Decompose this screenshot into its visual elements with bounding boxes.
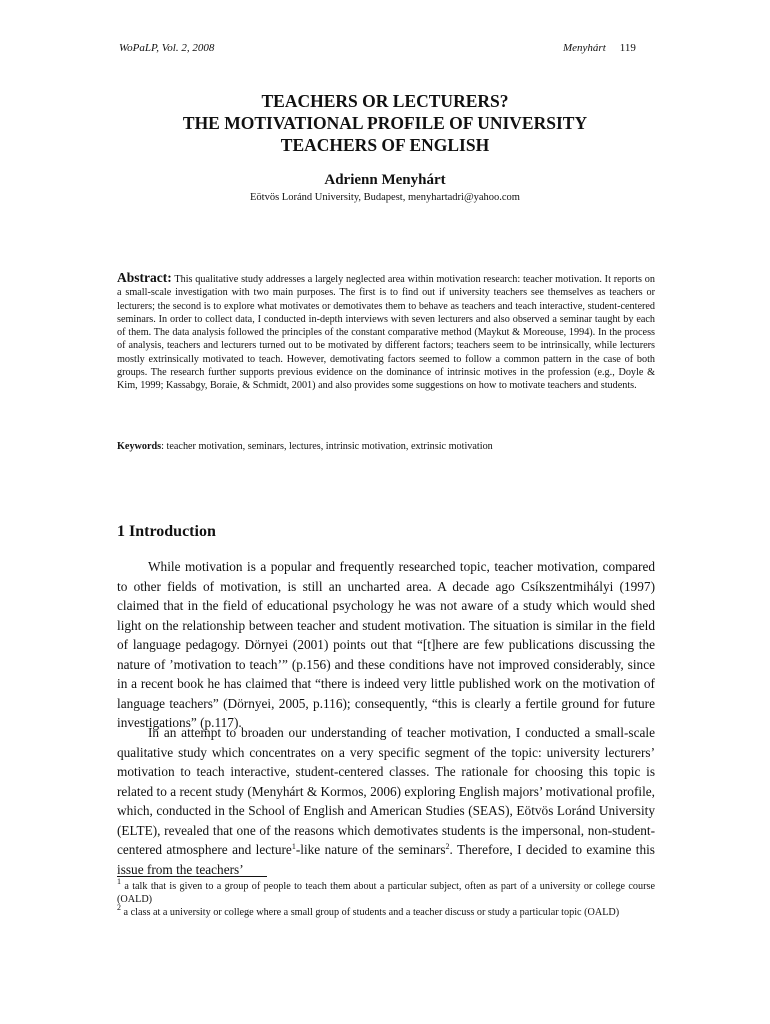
abstract-label: Abstract (117, 270, 168, 285)
footnote-ref[interactable]: 1 (291, 842, 296, 851)
footnote: $^1$ a talk that is given to a group of people to teach them about a particular subject, often as part of a university or college course (OALD) (117, 877, 655, 905)
keywords-text: teacher motivation, seminars, lectures, intrinsic motivation, extrinsic motivation (166, 441, 493, 452)
section-heading: 1 Introduction (117, 523, 216, 540)
abstract: Abstract: This qualitative study addresses a largely neglected area within motivation research: teacher motivation. It reports on a small-scale investigation with two main purposes. The first is to find out if university teachers see themselves as teachers or lecturers; the second is to explore what motivates or demotivates them to behave as teachers and teach interactive, student-centered seminars. In order to collect data, I conducted in-depth interviews with seven lecturers and also observed a seminar taught by each of them. The data analysis followed the principles of the constant comparative method (Maykut & Moreouse, 1994). In the process of analysis, teachers and lecturers turned out to be motivated by different factors; teachers seem to be intrinsically, while lecturers mostly extrinsically motivated to teach. However, demotivating factors seemed to follow a common pattern in the case of both groups. The research further supports previous evidence on the dominance of intrinsic motives in the profession (e.g., Doyle & Kim, 1999; Kassabgy, Boraie, & Schmidt, 2001) and also provides some suggestions on how to motivate teachers and students. (117, 270, 655, 392)
running-header-journal: WoPaLP, Vol. 2, 2008 (119, 42, 215, 54)
running-header-author: Menyhárt (563, 42, 606, 54)
keywords: Keywords: teacher motivation, seminars, lectures, intrinsic motivation, extrinsic motivation (117, 441, 493, 452)
footnote-ref[interactable]: 2 (445, 842, 450, 851)
paper-title (100, 90, 670, 156)
body-paragraph: In an attempt to broaden our understanding of teacher motivation, I conducted a small-scale qualitative study which concentrates on a very specific segment of the topic: university lecturers’ motivation to teach interactive, student-centered classes. The rationale for choosing this topic is related to a recent study (Menyhárt & Kormos, 2006) exploring English majors’ motivational profile, which, conducted in the School of English and American Studies (SEAS), Eötvös Loránd University (ELTE), revealed that one of the reasons which demotivates students is the impersonal, non-student-centered atmosphere and lecture$^1$-like nature of the seminars$^2$. Therefore, I decided to examine this issue from the teachers’ (117, 725, 655, 877)
keywords-label: Keywords (117, 441, 162, 452)
running-header-right (563, 42, 636, 54)
author-name: Adrienn Menyhárt (324, 172, 446, 188)
abstract-text: This qualitative study addresses a largely neglected area within motivation research: teacher motivation. It reports on a small-scale investigation with two main purposes. The first is to find out if university teachers see themselves as teachers or lecturers; the second is to explore what motivates or demotivates them to behave as teachers and teach interactive, student-centered seminars. In order to collect data, I conducted in-depth interviews with seven lecturers and also observed a seminar taught by each of them. The data analysis followed the principles of the constant comparative method (Maykut & Moreouse, 1994). In the process of analysis, teachers and lecturers turned out to be motivated by different factors; teachers seem to be intrinsically, while lecturers mostly extrinsically motivated to teach. However, demotivating factors seemed to follow a common pattern in the case of both groups. The research further supports previous evidence on the dominance of intrinsic motives in the profession (e.g., Doyle & Kim, 1999; Kassabgy, Boraie, & Schmidt, 2001) and also provides some suggestions on how to motivate teachers and students. (117, 274, 655, 392)
footnote-mark: 1 (117, 877, 121, 886)
body-paragraph: While motivation is a popular and frequently researched topic, teacher motivation, compared to other fields of motivation, is still an uncharted area. A decade ago Csíkszentmihályi (1997) claimed that in the field of educational psychology he was not aware of a study which would shed light on the relationship between teacher and student motivation. The situation is similar in the field of language pedagogy. Dörnyei (2001) points out that “[t]here are few publications discussing the nature of ’motivation to teach’” (p.156) and these conditions have not improved considerably, since in a recent book he has claimed that “there is indeed very little published work on the motivation of language teachers” (Dörnyei, 2005, p.116); consequently, “this is clearly a fertile ground for future investigations” (p.117). (117, 559, 655, 730)
title-line: TEACHERS OF ENGLISH (280, 135, 490, 155)
footnote: $^2$ a class at a university or college where a small group of students and a teacher discuss or study a particular topic (OALD) (117, 903, 620, 918)
author-affiliation: Eötvös Loránd University, Budapest, menyhartadri@yahoo.com (250, 192, 520, 203)
footnote-mark: 2 (117, 903, 121, 912)
title-line: THE MOTIVATIONAL PROFILE OF UNIVERSITY (182, 113, 588, 133)
footnote-divider (117, 876, 267, 877)
page-number: 119 (619, 42, 636, 54)
footnotes (117, 877, 655, 921)
title-line: TEACHERS OR LECTURERS? (261, 91, 509, 111)
